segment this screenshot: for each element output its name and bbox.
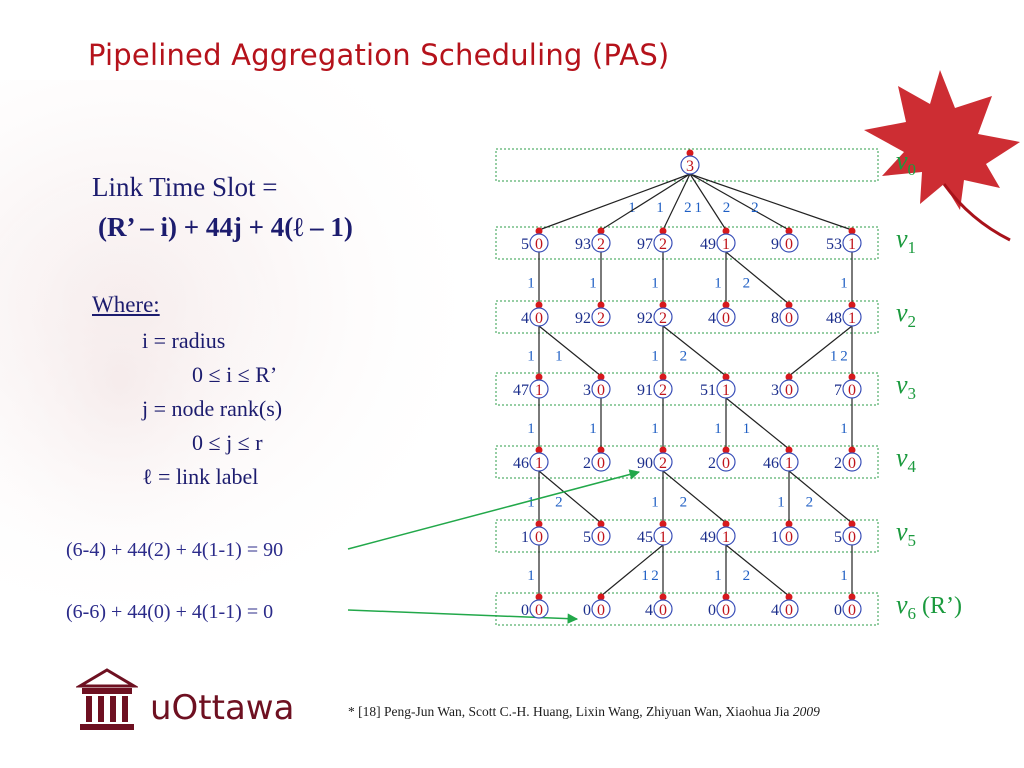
edge-label: 1 [589,421,597,438]
tree-edge [726,252,789,304]
node-rank: 0 [597,529,605,546]
node-time-slot: 93 [575,236,591,253]
edge-label: 2 [840,348,848,365]
example-calculation-2: (6-6) + 44(0) + 4(1-1) = 0 [66,601,274,623]
node-rank: 0 [722,602,730,619]
tree-edge [690,174,789,230]
edge-label: 2 [751,199,759,216]
node-rank: 0 [848,382,856,399]
node-time-slot: 5 [834,529,842,546]
node-time-slot: 45 [637,529,653,546]
edge-label: 1 [829,348,838,365]
node-time-slot: 9 [771,236,779,253]
definition-radius-range: 0 ≤ i ≤ R’ [192,362,278,387]
edge-label: 2 [679,494,688,511]
node-rank: 1 [848,310,856,327]
edge-label: 1 [651,275,659,292]
edge-label: 1 [641,568,649,585]
node-time-slot: 92 [637,310,653,327]
node-time-slot: 4 [708,310,716,327]
node-time-slot: 51 [700,382,716,399]
edge-label: 1 [651,421,659,438]
node-rank: 0 [848,529,856,546]
edge-label: 2 [684,199,692,216]
edge-label: 1 [527,494,535,511]
node-time-slot: 4 [645,602,653,619]
node-rank: 0 [785,310,793,327]
node-time-slot: 8 [771,310,779,327]
tree-edge [690,174,852,230]
edge-label: 1 [840,421,848,438]
node-time-slot: 49 [700,529,716,546]
edge-label: 2 [805,494,814,511]
formula-label: Link Time Slot = [92,172,278,202]
node-time-slot: 92 [575,310,591,327]
edge-label: 2 [555,494,563,511]
node-rank: 0 [535,236,543,253]
edge-label: 1 [527,568,535,585]
edge-label: 1 [651,348,659,365]
edge-label: 1 [589,275,597,292]
edge-label: 1 [714,275,722,292]
tree-edge [789,471,852,523]
tree-edge [539,471,601,523]
node-time-slot: 47 [513,382,529,399]
node-rank: 0 [722,455,730,472]
node-time-slot: 3 [583,382,591,399]
node-rank: 1 [659,529,667,546]
edge-label: 1 [840,275,848,292]
node-time-slot: 1 [771,529,779,546]
edge-label: 1 [527,421,535,438]
level-box-5 [496,520,878,552]
node-rank: 2 [597,236,605,253]
node-time-slot: 2 [583,455,591,472]
node-rank: 2 [659,310,667,327]
node-rank: 2 [659,382,667,399]
level-label-2: $v_2$ [896,298,917,331]
level-label-6: $v_6$ (R’) [896,590,963,623]
node-rank: 0 [535,529,543,546]
node-time-slot: 90 [637,455,653,472]
node-time-slot: 4 [521,310,529,327]
node-rank: 1 [535,455,543,472]
node-rank: 0 [597,602,605,619]
citation-authors: * [18] Peng-Jun Wan, Scott C.-H. Huang, Lixin Wang, Zhiyuan Wan, Xiaohua Jia [348,704,793,719]
node-time-slot: 48 [826,310,842,327]
tree-edge [726,398,789,449]
node-time-slot: 2 [708,455,716,472]
edge-label: 1 [628,199,636,216]
citation [348,704,820,720]
example-calculation-1: (6-4) + 44(2) + 4(1-1) = 90 [66,539,284,561]
node-time-slot: 3 [771,382,779,399]
node-time-slot: 0 [583,602,591,619]
level-label-3: $v_3$ [896,370,917,403]
edge-label: 1 [714,568,722,585]
node-time-slot: 5 [583,529,591,546]
edge-label: 1 [694,199,702,216]
node-time-slot: 2 [834,455,842,472]
node-rank: 0 [785,529,793,546]
edge-label: 1 [840,568,848,585]
node-rank: 1 [785,455,793,472]
node-rank: 0 [785,236,793,253]
level-box-1 [496,227,878,259]
definition-rank: j = node rank(s) [142,396,283,421]
level-label-5: $v_5$ [896,517,917,550]
node-rank: 1 [722,236,730,253]
node-time-slot: 4 [771,602,779,619]
edge-label: 1 [527,348,535,365]
level-box-2 [496,301,878,333]
node-rank: 0 [659,602,667,619]
uottawa-logo-text: uOttawa [150,688,295,728]
level-box-3 [496,373,878,405]
node-time-slot: 97 [637,236,653,253]
edge-label: 1 [527,275,535,292]
edge-label: 1 [651,494,659,511]
node-rank: 0 [848,455,856,472]
edge-label: 1 [742,421,751,438]
node-time-slot: 53 [826,236,842,253]
edge-label: 1 [555,348,563,365]
definition-link-label: ℓ = link label [142,464,259,489]
node-time-slot: 1 [521,529,529,546]
edge-label: 2 [742,568,751,585]
node-rank: 0 [597,382,605,399]
node-time-slot: 46 [763,455,779,472]
node-rank: 1 [848,236,856,253]
tree-edge [726,545,789,596]
node-rank: 0 [722,310,730,327]
level-label-4: $v_4$ [896,443,917,476]
node-rank: 3 [686,158,694,175]
tree-edge [663,471,726,523]
node-rank: 0 [535,310,543,327]
edge-label: 1 [714,421,722,438]
level-label-0: $v_0$ [896,146,917,179]
node-time-slot: 0 [834,602,842,619]
edge-label: 1 [777,494,785,511]
node-rank: 0 [597,455,605,472]
formula-expression: (R’ – i) + 44j + 4(ℓ – 1) [98,212,353,242]
node-time-slot: 46 [513,455,529,472]
node-rank: 1 [722,382,730,399]
definition-rank-range: 0 ≤ j ≤ r [192,430,263,455]
node-time-slot: 0 [521,602,529,619]
node-rank: 2 [659,455,667,472]
node-time-slot: 5 [521,236,529,253]
edge-label: 1 [656,199,664,216]
node-time-slot: 0 [708,602,716,619]
node-time-slot: 7 [834,382,842,399]
node-rank: 1 [722,529,730,546]
node-rank: 2 [597,310,605,327]
where-heading: Where: [92,292,160,317]
level-box-6 [496,593,878,625]
edge-label: 2 [679,348,688,365]
edge-label: 2 [742,275,751,292]
node-rank: 0 [785,382,793,399]
node-rank: 0 [848,602,856,619]
node-rank: 2 [659,236,667,253]
node-time-slot: 91 [637,382,653,399]
level-label-1: $v_1$ [896,224,917,257]
slide-title: Pipelined Aggregation Scheduling (PAS) [88,38,670,72]
edge-label: 2 [722,199,731,216]
citation-year: 2009 [792,704,820,719]
edge-label: 2 [651,568,659,585]
level-box-4 [496,446,878,478]
definition-radius: i = radius [142,328,226,353]
node-rank: 1 [535,382,543,399]
uottawa-crest-icon [76,668,138,734]
node-rank: 0 [785,602,793,619]
node-rank: 0 [535,602,543,619]
node-time-slot: 49 [700,236,716,253]
